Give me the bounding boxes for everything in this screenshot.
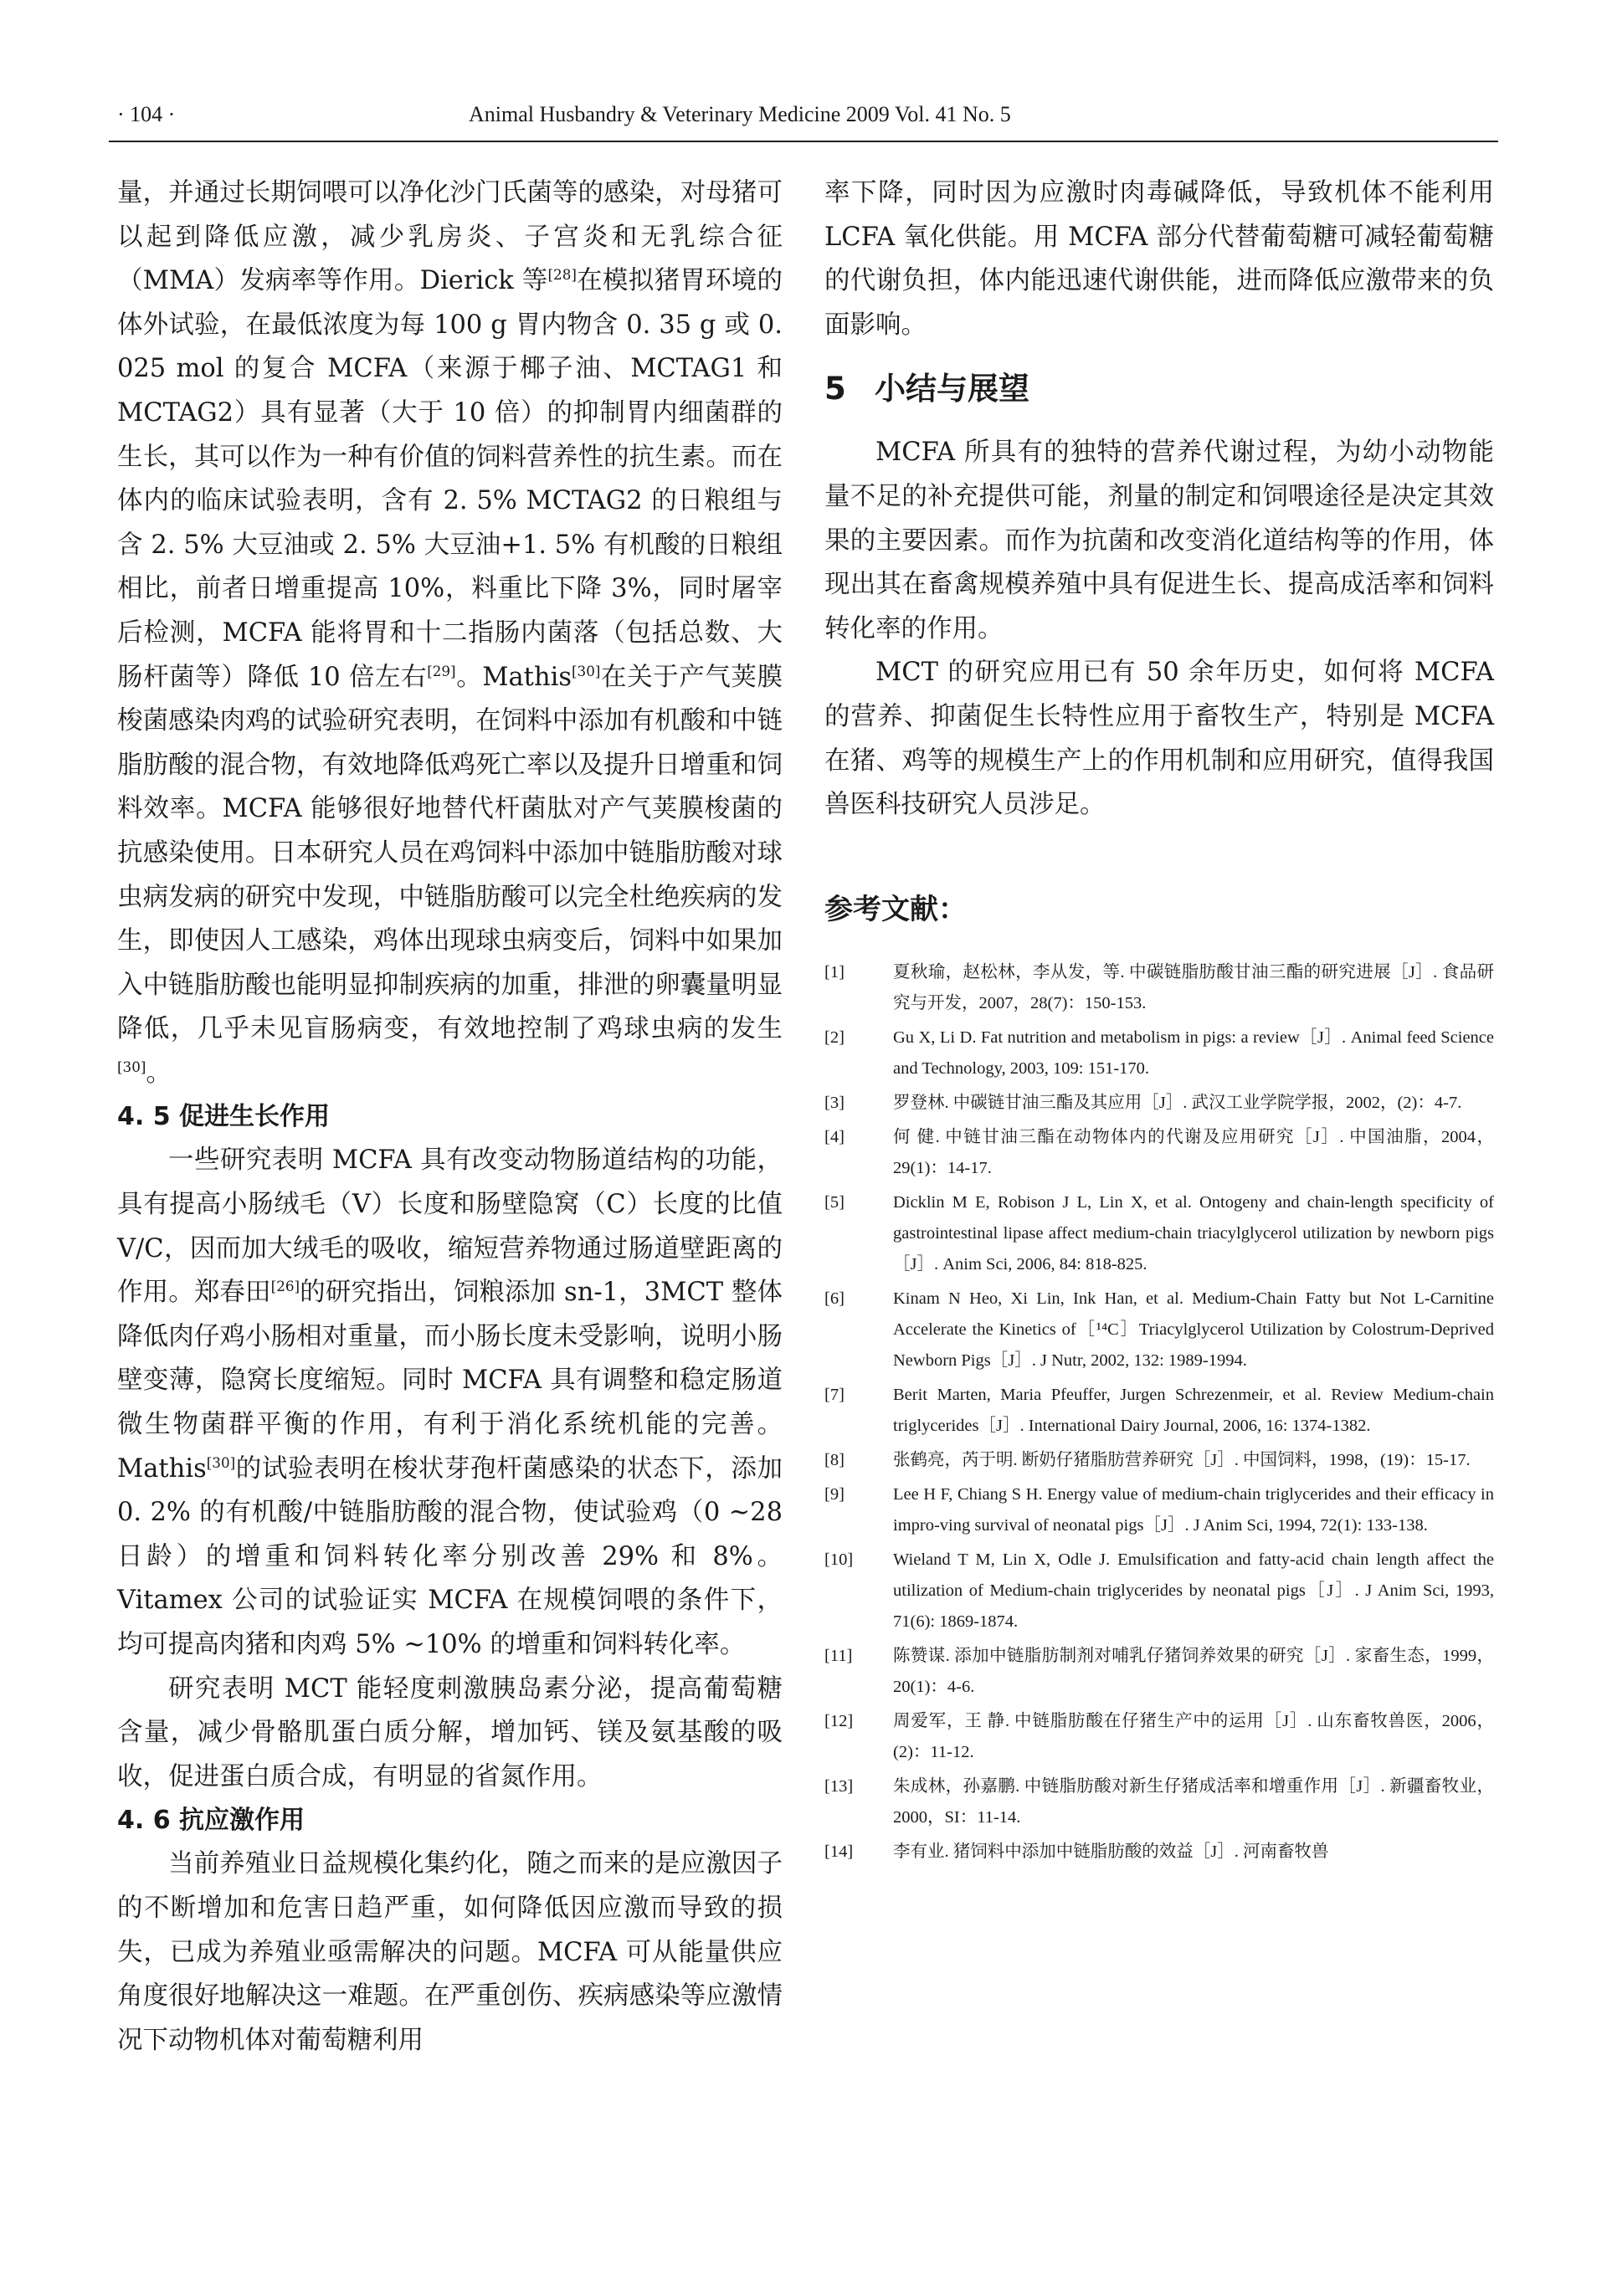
reference-item — [824, 1122, 1494, 1184]
left-column — [117, 172, 783, 2063]
reference-text: Berit Marten, Maria Pfeuffer, Jurgen Schrezenmeir, et al. Review Medium-chain triglycerides［J］. International Dairy Journal, 2006, 16: 1374-1382. — [893, 1385, 1494, 1435]
page-number: · 104 · — [117, 102, 176, 126]
citation: [30] — [572, 662, 601, 679]
reference-number: [7] — [824, 1385, 845, 1404]
reference-text: 张鹤亮，芮于明. 断奶仔猪脂肪营养研究［J］. 中国饲料，1998，(19)：15-17. — [893, 1450, 1471, 1469]
right-column — [824, 172, 1494, 1871]
reference-text: Wieland T M, Lin X, Odle J. Emulsification and fatty-acid chain length affect the utilization of Medium-chain triglycerides by neonatal pigs［J］. J Anim Sci, 1993, 71(6): 1869-1874. — [893, 1550, 1494, 1631]
reference-text: 周爱军，王 静. 中链脂肪酸在仔猪生产中的运用［J］. 山东畜牧兽医，2006，(2)：11-12. — [893, 1711, 1494, 1761]
paragraph-stress-continued: 率下降，同时因为应激时肉毒碱降低，导致机体不能利用 LCFA 氧化供能。用 MCFA 部分代替葡萄糖可减轻葡萄糖的代谢负担，体内能迅速代谢供能，进而降低应激带来的负面影响。 — [824, 178, 1494, 340]
reference-number: [4] — [824, 1127, 845, 1146]
reference-list — [824, 957, 1494, 1868]
reference-item — [824, 1187, 1494, 1280]
reference-text: Kinam N Heo, Xi Lin, Ink Han, et al. Medium-Chain Fatty but Not L-Carnitine Accelerate the Kinetics of［¹⁴C］Triacylglycerol Utilization by Colostrum-Deprived Newborn Pigs［J］. J Nutr, 2002, 132: 1989-1994. — [893, 1289, 1494, 1370]
citation: [28] — [547, 266, 577, 284]
running-header: Animal Husbandry & Veterinary Medicine 2009 Vol. 41 No. 5 — [469, 102, 1011, 126]
paragraph-summary: MCFA 所具有的独特的营养代谢过程，为幼小动物能量不足的补充提供可能，剂量的制定和饲喂途径是决定其效果的主要因素。而作为抗菌和改变消化道结构等的作用，体现出其在畜禽规模养殖中具有促进生长、提高成活率和饲料转化率的作用。 — [824, 438, 1494, 643]
reference-item — [824, 1545, 1494, 1637]
section-heading-4-6: 4. 6 抗应激作用 — [117, 1806, 305, 1836]
reference-number: [2] — [824, 1028, 845, 1047]
citation: [30] — [117, 1058, 146, 1075]
reference-text: Lee H F, Chiang S H. Energy value of medium-chain triglycerides and their efficacy in impro-ving survival of neonatal pigs［J］. J Anim Sci, 1994, 72(1): 133-138. — [893, 1484, 1494, 1535]
reference-text: 李有业. 猪饲料中添加中链脂肪酸的效益［J］. 河南畜牧兽 — [893, 1842, 1329, 1861]
reference-number: [1] — [824, 962, 845, 981]
reference-number: [5] — [824, 1192, 845, 1212]
section-heading-4-5: 4. 5 促进生长作用 — [117, 1102, 331, 1132]
references-title: 参考文献： — [824, 892, 967, 926]
reference-item — [824, 957, 1494, 1019]
reference-number: [6] — [824, 1289, 845, 1308]
reference-text: 夏秋瑜，赵松林，李从发，等. 中碳链脂肪酸甘油三酯的研究进展［J］. 食品研究与开发，2007，28(7)：150-153. — [893, 962, 1494, 1012]
reference-number: [11] — [824, 1646, 853, 1665]
paragraph-outlook: MCT 的研究应用已有 50 余年历史，如何将 MCFA 的营养、抑菌促生长特性应用于畜牧生产，特别是 MCFA 在猪、鸡等的规模生产上的作用机制和应用研究，值得我国兽医科技研究人员涉足。 — [824, 658, 1494, 820]
reference-text: 陈赞谋. 添加中链脂肪制剂对哺乳仔猪饲养效果的研究［J］. 家畜生态，1999，20(1)：4-6. — [893, 1646, 1494, 1696]
reference-item — [824, 1479, 1494, 1541]
citation: [29] — [427, 662, 456, 679]
reference-item — [824, 1445, 1494, 1476]
reference-number: [3] — [824, 1093, 845, 1112]
reference-item — [824, 1641, 1494, 1703]
paragraph-stress: 当前养殖业日益规模化集约化，随之而来的是应激因子的不断增加和危害日趋严重，如何降低因应激而导致的损失，已成为养殖业亟需解决的问题。MCFA 可从能量供应角度很好地解决这一难题。在严重创伤、疾病感染等应激情况下动物机体对葡萄糖利用 — [117, 1849, 783, 2055]
paragraph-insulin: 研究表明 MCT 能轻度刺激胰岛素分泌，提高葡萄糖含量，减少骨骼肌蛋白质分解，增加钙、镁及氨基酸的吸收，促进蛋白质合成，有明显的省氮作用。 — [117, 1673, 783, 1791]
reference-text: 朱成林，孙嘉鹏. 中链脂肪酸对新生仔猪成活率和增重作用［J］. 新疆畜牧业，2000，SI：11-14. — [893, 1776, 1494, 1827]
reference-text: 罗登林. 中碳链甘油三酯及其应用［J］. 武汉工业学院学报，2002，(2)：4-7. — [893, 1093, 1462, 1112]
paragraph-antibacterial: 量，并通过长期饲喂可以净化沙门氏菌等的感染，对母猪可以起到降低应激，减少乳房炎、子宫炎和无乳综合征（MMA）发病率等作用。Dierick 等[28]在模拟猪胃环境的体外试验，在最低浓度为每 100 g 胃内物含 0. 35 g 或 0. 025 mol 的复合 MCFA（来源于椰子油、MCTAG1 和 MCTAG2）具有显著（大于 10 倍）的抑制胃内细菌群的生长，其可以作为一种有价值的饲料营养性的抗生素。而在体内的临床试验表明，含有 2. 5% MCTAG2 的日粮组与含 2. 5% 大豆油或 2. 5% 大豆油+1. 5% 有机酸的日粮组相比，前者日增重提高 10%，料重比下降 3%，同时屠宰后检测，MCFA 能将胃和十二指肠内菌落（包括总数、大肠杆菌等）降低 10 倍左右[29]。Mathis[30]在关于产气荚膜梭菌感染肉鸡的试验研究表明，在饲料中添加有机酸和中链脂肪酸的混合物，有效地降低鸡死亡率以及提升日增重和饲料效率。MCFA 能够很好地替代杆菌肽对产气荚膜梭菌的抗感染使用。日本研究人员在鸡饲料中添加中链脂肪酸对球虫病发病的研究中发现，中链脂肪酸可以完全杜绝疾病的发生，即使因人工感染，鸡体出现球虫病变后，饲料中如果加入中链脂肪酸也能明显抑制疾病的加重，排泄的卵囊量明显降低，几乎未见盲肠病变，有效地控制了鸡球虫病的发生[30]。 — [117, 178, 783, 1088]
reference-item — [824, 1284, 1494, 1376]
reference-number: [13] — [824, 1776, 854, 1796]
reference-item — [824, 1380, 1494, 1442]
reference-text: Gu X, Li D. Fat nutrition and metabolism in pigs: a review［J］. Animal feed Science and Technology, 2003, 109: 151-170. — [893, 1028, 1494, 1078]
reference-item — [824, 1022, 1494, 1084]
reference-text: 何 健. 中链甘油三酯在动物体内的代谢及应用研究［J］. 中国油脂，2004，29(1)：14-17. — [893, 1127, 1494, 1177]
section-heading-5: 5 小结与展望 — [824, 371, 1029, 407]
reference-item — [824, 1837, 1494, 1868]
reference-number: [12] — [824, 1711, 854, 1730]
reference-item — [824, 1706, 1494, 1768]
citation: [30] — [206, 1453, 236, 1471]
reference-item — [824, 1088, 1494, 1119]
reference-text: Dicklin M E, Robison J L, Lin X, et al. Ontogeny and chain-length specificity of gastrointestinal lipase affect medium-chain triacylglycerol utilization by newborn pigs［J］. Anim Sci, 2006, 84: 818-825. — [893, 1192, 1494, 1274]
reference-number: [14] — [824, 1842, 854, 1861]
reference-number: [10] — [824, 1550, 854, 1569]
reference-number: [8] — [824, 1450, 845, 1469]
reference-number: [9] — [824, 1484, 845, 1504]
paragraph-growth: 一些研究表明 MCFA 具有改变动物肠道结构的功能，具有提高小肠绒毛（V）长度和肠壁隐窝（C）长度的比值 V/C，因而加大绒毛的吸收，缩短营养物通过肠道壁距离的作用。郑春田[26]的研究指出，饲粮添加 sn-1，3MCT 整体降低肉仔鸡小肠相对重量，而小肠长度未受影响，说明小肠壁变薄，隐窝长度缩短。同时 MCFA 具有调整和稳定肠道微生物菌群平衡的作用，有利于消化系统机能的完善。Mathis[30]的试验表明在梭状芽孢杆菌感染的状态下，添加 0. 2% 的有机酸/中链脂肪酸的混合物，使试验鸡（0 ~28 日龄）的增重和饲料转化率分别改善 29% 和 8%。Vitamex 公司的试验证实 MCFA 在规模饲喂的条件下，均可提高肉猪和肉鸡 5% ~10% 的增重和饲料转化率。 — [117, 1145, 783, 1659]
header-rule — [109, 141, 1498, 142]
reference-item — [824, 1771, 1494, 1833]
citation: [26] — [270, 1278, 300, 1295]
